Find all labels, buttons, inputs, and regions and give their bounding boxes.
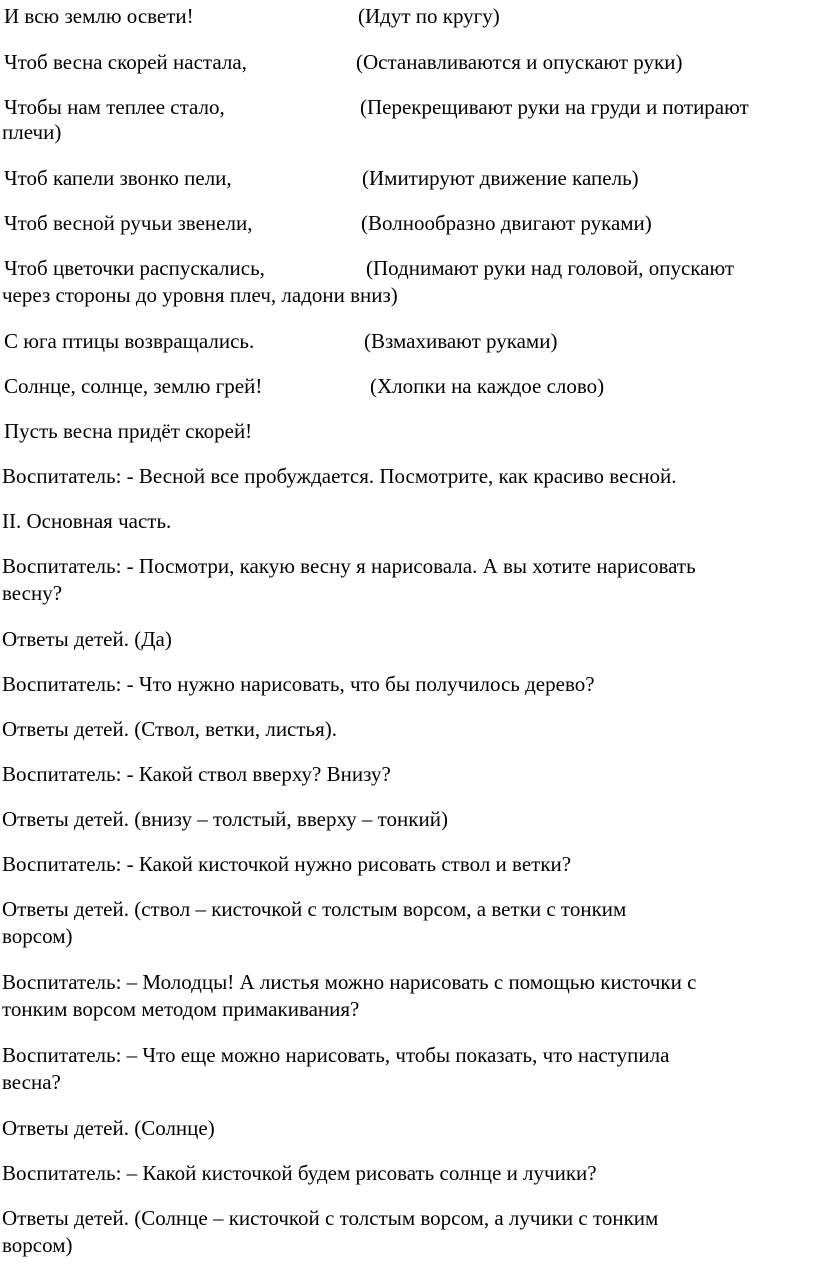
poem-text: Чтобы нам теплее стало, xyxy=(4,95,225,119)
dialogue-line: Воспитатель: – Что еще можно нарисовать, чтобы показать, что наступила xyxy=(2,1043,670,1067)
dialogue-line: весна? xyxy=(2,1070,61,1094)
section-heading: II. Основная часть. xyxy=(2,509,172,533)
dialogue-line: Воспитатель: - Что нужно нарисовать, что бы получилось дерево? xyxy=(2,672,595,696)
dialogue-line: Ответы детей. (внизу – толстый, вверху – тонкий) xyxy=(2,807,448,831)
dialogue-line: Ответы детей. (Да) xyxy=(2,627,172,651)
dialogue-line: Воспитатель: - Какой кисточкой нужно рисовать ствол и ветки? xyxy=(2,852,572,876)
dialogue-line: Воспитатель: – Молодцы! А листья можно нарисовать с помощью кисточки с xyxy=(2,970,697,994)
poem-text: Чтоб цветочки распускались, xyxy=(4,256,265,280)
poem-text: Чтоб капели звонко пели, xyxy=(4,166,232,190)
poem-action: (Имитируют движение капель) xyxy=(362,166,639,190)
poem-action: (Перекрещивают руки на груди и потирают xyxy=(360,95,749,119)
dialogue-line: ворсом) xyxy=(2,924,73,948)
dialogue-line: Воспитатель: - Какой ствол вверху? Внизу? xyxy=(2,762,391,786)
dialogue-line: Воспитатель: - Посмотри, какую весну я нарисовала. А вы хотите нарисовать xyxy=(2,554,696,578)
poem-text: Пусть весна придёт скорей! xyxy=(4,419,253,443)
poem-action: (Поднимают руки над головой, опускают xyxy=(366,256,735,280)
poem-action: (Хлопки на каждое слово) xyxy=(370,374,605,398)
dialogue-line: Ответы детей. (Солнце – кисточкой с толстым ворсом, а лучики с тонким xyxy=(2,1206,659,1230)
poem-action-continuation: плечи) xyxy=(2,120,62,144)
poem-text: Чтоб весна скорей настала, xyxy=(4,50,247,74)
poem-text: Солнце, солнце, землю грей! xyxy=(4,374,263,398)
poem-action: (Волнообразно двигают руками) xyxy=(361,211,652,235)
poem-text: Чтоб весной ручьи звенели, xyxy=(4,211,253,235)
poem-text: И всю землю освети! xyxy=(4,4,194,28)
poem-action: (Останавливаются и опускают руки) xyxy=(356,50,683,74)
dialogue-line: весну? xyxy=(2,581,63,605)
dialogue-line: Воспитатель: – Какой кисточкой будем рисовать солнце и лучики? xyxy=(2,1161,597,1185)
dialogue-line: Ответы детей. (ствол – кисточкой с толстым ворсом, а ветки с тонким xyxy=(2,897,627,921)
poem-action: (Взмахивают руками) xyxy=(364,329,558,353)
dialogue-line: Ответы детей. (Ствол, ветки, листья). xyxy=(2,717,338,741)
dialogue-line: тонким ворсом методом примакивания? xyxy=(2,997,360,1021)
poem-text: С юга птицы возвращались. xyxy=(4,329,255,353)
dialogue-line: Ответы детей. (Солнце) xyxy=(2,1116,215,1140)
dialogue-line: ворсом) xyxy=(2,1233,73,1257)
poem-action: (Идут по кругу) xyxy=(358,4,500,28)
poem-action-continuation: через стороны до уровня плеч, ладони вниз) xyxy=(2,283,398,307)
dialogue-line: Воспитатель: - Весной все пробуждается. Посмотрите, как красиво весной. xyxy=(2,464,677,488)
